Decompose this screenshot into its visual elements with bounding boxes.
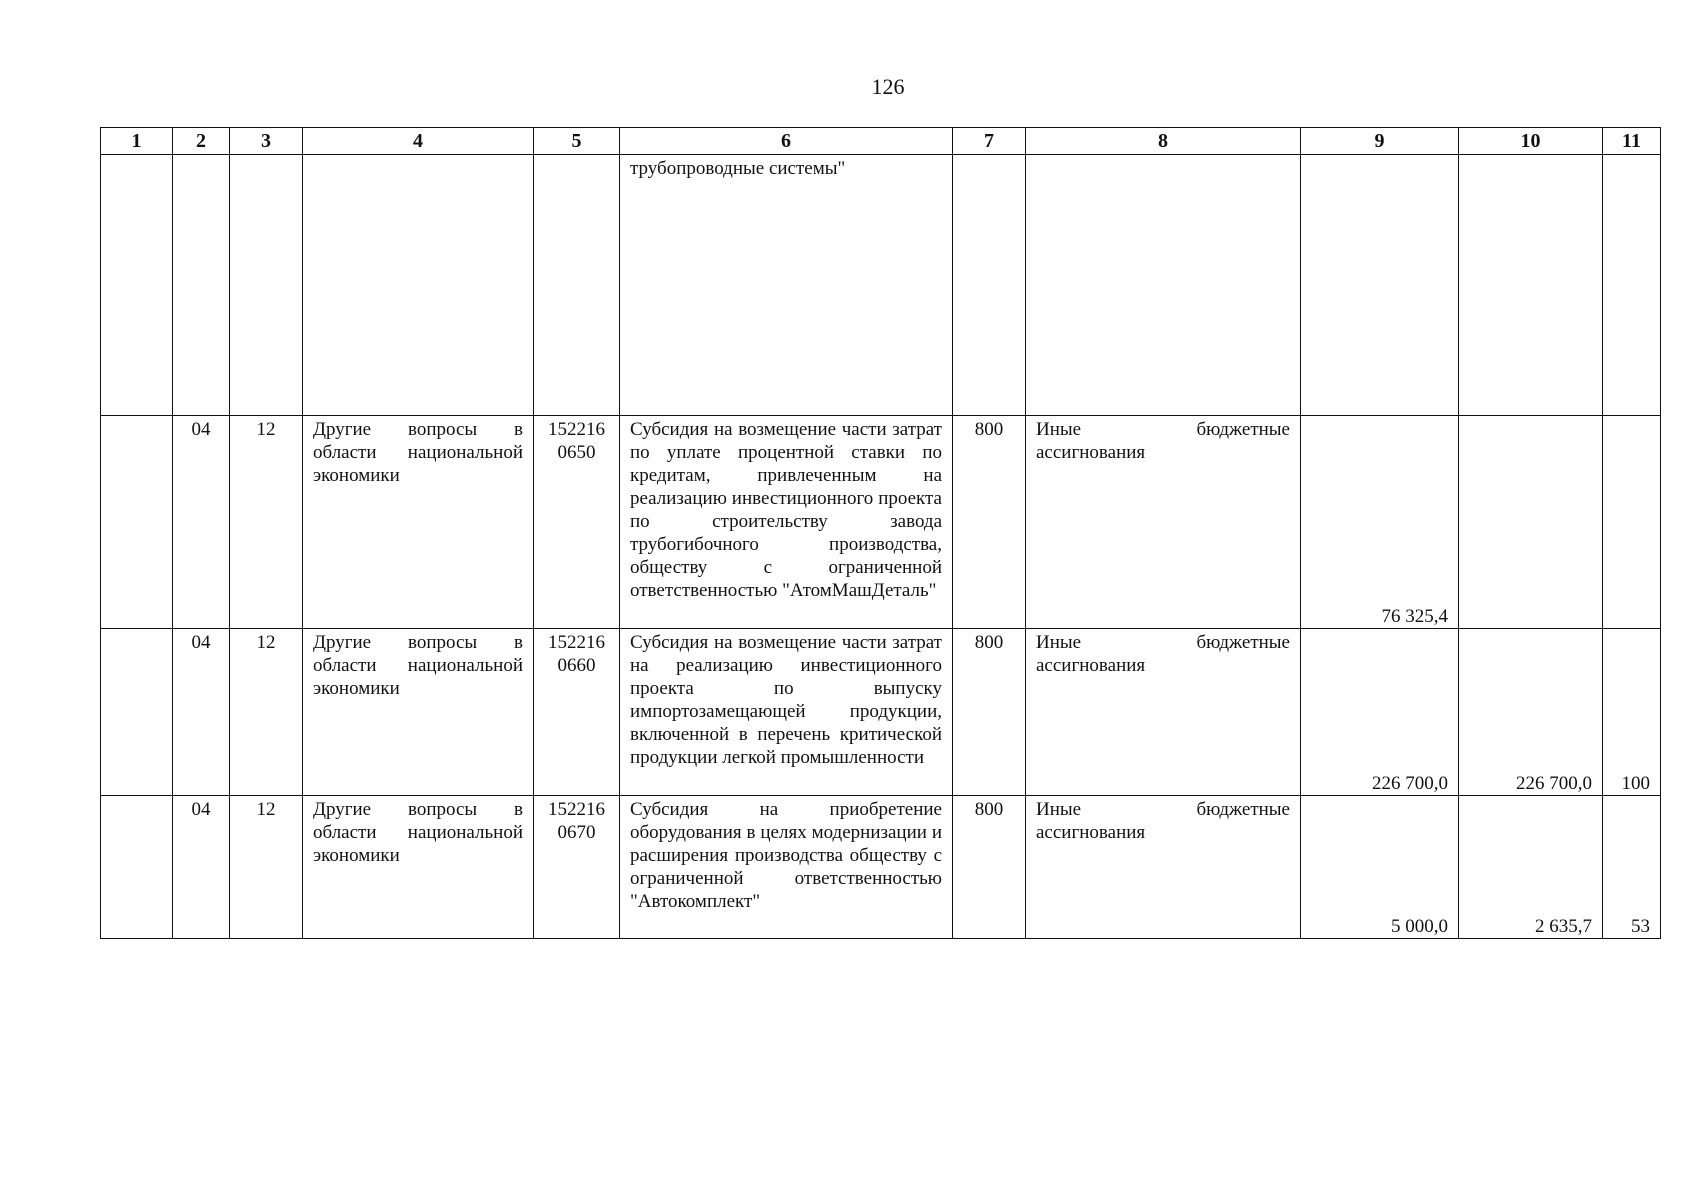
cell-amount-executed: 2 635,7 bbox=[1459, 796, 1603, 939]
table-row bbox=[101, 416, 1661, 629]
page-number: 126 bbox=[871, 74, 905, 99]
column-header-10: 10 bbox=[1459, 128, 1603, 155]
column-header-4: 4 bbox=[303, 128, 534, 155]
column-header-2: 2 bbox=[173, 128, 230, 155]
column-header-11: 11 bbox=[1603, 128, 1661, 155]
target-code-part-1: 152216 bbox=[548, 799, 605, 820]
cell-expense-type-name: Иные бюджетные ассигнования bbox=[1026, 629, 1301, 796]
cell-amount-planned: 76 325,4 bbox=[1301, 416, 1459, 629]
column-header-7: 7 bbox=[953, 128, 1026, 155]
cell-amount-executed bbox=[1459, 155, 1603, 416]
cell-amount-executed bbox=[1459, 416, 1603, 629]
cell-target-code bbox=[534, 796, 620, 939]
cell-description: Субсидия на приобретение оборудования в целях модернизации и расширения производства обществу с ограниченной ответственностью "Автокомплект" bbox=[620, 796, 953, 939]
cell-expense-type: 800 bbox=[953, 416, 1026, 629]
cell-col-1 bbox=[101, 796, 173, 939]
cell-section: 04 bbox=[173, 629, 230, 796]
cell-description: Субсидия на возмещение части затрат на реализацию инвестиционного проекта по выпуску импортозамещающей продукции, включенной в перечень критической продукции легкой промышленности bbox=[620, 629, 953, 796]
target-code-part-2: 0660 bbox=[557, 655, 596, 676]
cell-amount-planned: 5 000,0 bbox=[1301, 796, 1459, 939]
cell-subsection bbox=[230, 155, 303, 416]
cell-section bbox=[173, 155, 230, 416]
cell-expense-type-name bbox=[1026, 155, 1301, 416]
target-code-part-1: 152216 bbox=[548, 419, 605, 440]
cell-description: Субсидия на возмещение части затрат по уплате процентной ставки по кредитам, привлеченным на реализацию инвестиционного проекта по строительству завода трубогибочного производства, обществу с ограниченной ответственностью "АтомМашДеталь" bbox=[620, 416, 953, 629]
cell-subsection-name: Другие вопросы в области национальной экономики bbox=[303, 416, 534, 629]
cell-percent: 53 bbox=[1603, 796, 1661, 939]
cell-amount-planned: 226 700,0 bbox=[1301, 629, 1459, 796]
cell-expense-type: 800 bbox=[953, 629, 1026, 796]
cell-amount-executed: 226 700,0 bbox=[1459, 629, 1603, 796]
cell-col-1 bbox=[101, 416, 173, 629]
table-row bbox=[101, 155, 1661, 416]
cell-subsection: 12 bbox=[230, 416, 303, 629]
cell-expense-type bbox=[953, 155, 1026, 416]
cell-subsection-name: Другие вопросы в области национальной экономики bbox=[303, 796, 534, 939]
table-header-row bbox=[101, 128, 1661, 155]
column-header-6: 6 bbox=[620, 128, 953, 155]
cell-subsection-name bbox=[303, 155, 534, 416]
column-header-3: 3 bbox=[230, 128, 303, 155]
cell-col-1 bbox=[101, 155, 173, 416]
cell-target-code bbox=[534, 155, 620, 416]
cell-percent bbox=[1603, 155, 1661, 416]
cell-amount-planned bbox=[1301, 155, 1459, 416]
cell-subsection: 12 bbox=[230, 796, 303, 939]
table-row bbox=[101, 796, 1661, 939]
cell-section: 04 bbox=[173, 416, 230, 629]
cell-expense-type-name: Иные бюджетные ассигнования bbox=[1026, 796, 1301, 939]
cell-target-code bbox=[534, 416, 620, 629]
target-code-part-2: 0670 bbox=[557, 822, 596, 843]
column-header-9: 9 bbox=[1301, 128, 1459, 155]
cell-percent bbox=[1603, 416, 1661, 629]
column-header-5: 5 bbox=[534, 128, 620, 155]
target-code-part-1: 152216 bbox=[548, 632, 605, 653]
cell-subsection-name: Другие вопросы в области национальной экономики bbox=[303, 629, 534, 796]
cell-expense-type-name: Иные бюджетные ассигнования bbox=[1026, 416, 1301, 629]
cell-expense-type: 800 bbox=[953, 796, 1026, 939]
table-row bbox=[101, 629, 1661, 796]
cell-description: трубопроводные системы" bbox=[620, 155, 953, 416]
target-code-part-2: 0650 bbox=[557, 442, 596, 463]
budget-table bbox=[100, 127, 1661, 939]
cell-section: 04 bbox=[173, 796, 230, 939]
column-header-8: 8 bbox=[1026, 128, 1301, 155]
cell-target-code bbox=[534, 629, 620, 796]
cell-percent: 100 bbox=[1603, 629, 1661, 796]
cell-subsection: 12 bbox=[230, 629, 303, 796]
cell-col-1 bbox=[101, 629, 173, 796]
column-header-1: 1 bbox=[101, 128, 173, 155]
